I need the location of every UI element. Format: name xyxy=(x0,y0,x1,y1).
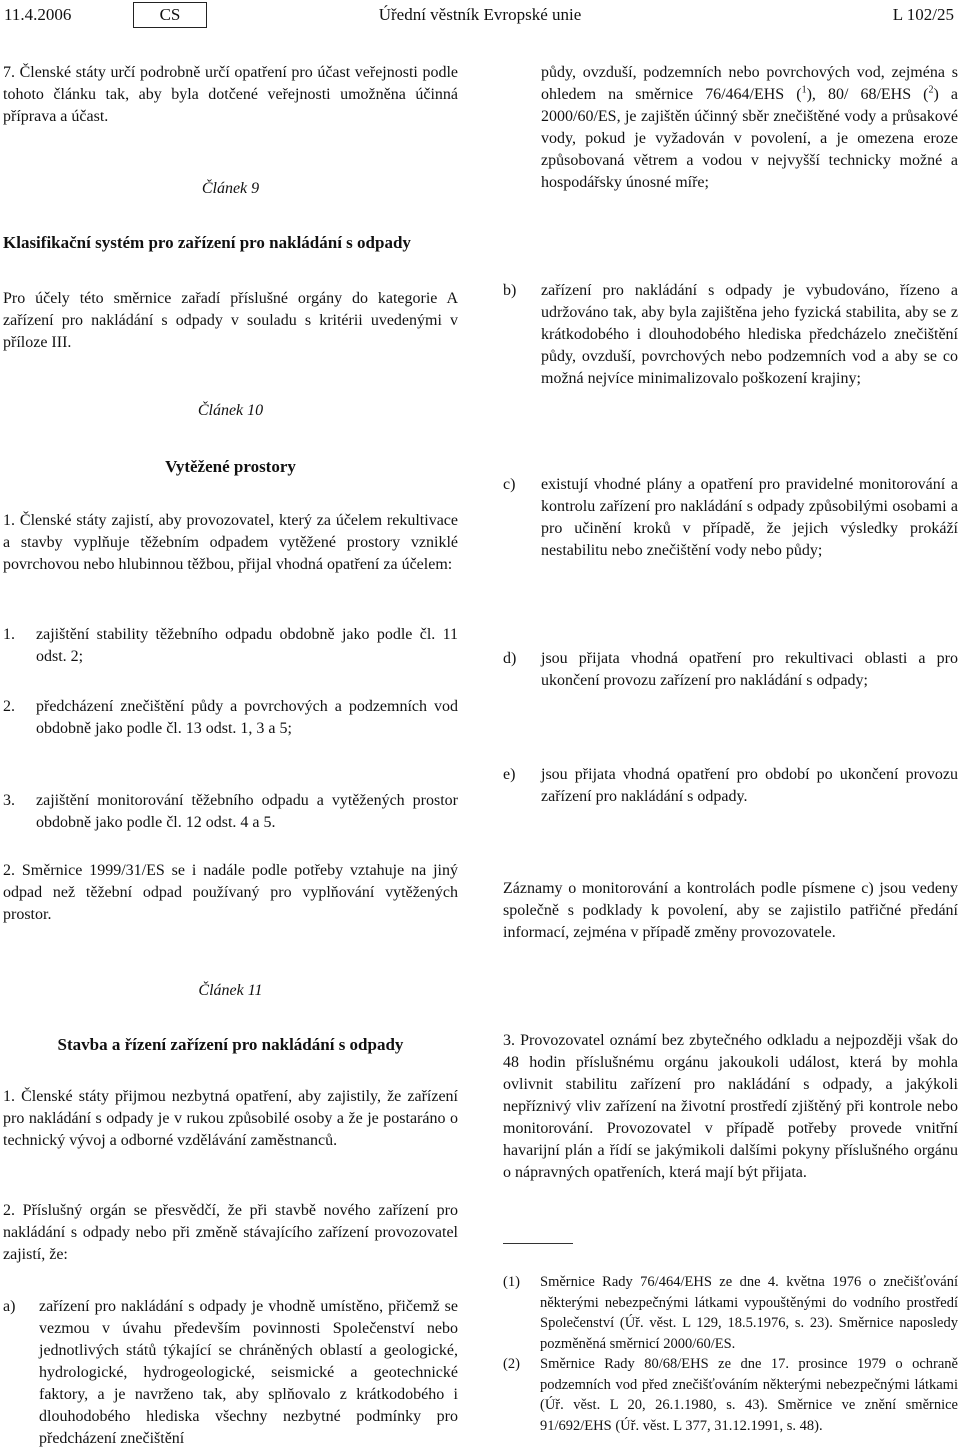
footnote-2 xyxy=(503,1354,958,1436)
item-a-continuation: půdy, ovzduší, podzemních nebo povrchových vod, zejména s ohledem na směrnice 76/464/EHS ($^1$), 80/ 68/EHS ($^2$) a 2000/60/ES, je zajištěn účinný sběr znečištěné vody a průsakové vody, pokud je vyžadován v povolení, a je omezena eroze způsobovaná větrem a vodou v nejvyšší technicky možné a hospodářsky únosné míře; xyxy=(541,64,958,191)
list-item-text: zařízení pro nakládání s odpady je vhodně umístěno, přičemž se vezmou v úvahu především povinnosti Společenství nebo jednotlivých států týkající se chráněných oblastí a geologické, hydrologické, hydrogeologické, seismické a geotechnické faktory, a je navrženo tak, aby splňovalo z krátkodobého i dlouhodobého hlediska všechny nezbytné podmínky pro předcházení znečištění xyxy=(39,1298,458,1447)
list-item-label: d) xyxy=(503,650,517,667)
paragraph-7: 7. Členské státy určí podrobně určí opatření pro účast veřejnosti podle tohoto článku tak, aby byla dotčené veřejnosti umožněna účinná příprava a účast. xyxy=(3,64,458,125)
footnote-ref-1[interactable]: 1 xyxy=(801,84,807,96)
footnote-separator xyxy=(503,1243,573,1244)
footnote-ref-2[interactable]: 2 xyxy=(928,84,934,96)
page-number: L 102/25 xyxy=(892,5,954,24)
article-11-title: Stavba a řízení zařízení pro nakládání s odpady xyxy=(57,1035,404,1054)
list-item-label: a) xyxy=(3,1298,16,1315)
page-header xyxy=(0,0,960,30)
article-9-title: Klasifikační systém pro zařízení pro nakládání s odpady xyxy=(3,233,411,252)
list-item-label: e) xyxy=(503,766,516,783)
article-11-label: Článek 11 xyxy=(198,982,263,999)
footnote-1 xyxy=(503,1272,958,1354)
footnote-text: Směrnice Rady 80/68/EHS ze dne 17. prosince 1979 o ochraně podzemních vod před znečišťováním některými nebezpečnými látkami (Úř. věst. L 20, 26.1.1980, s. 43). Směrnice ve znění směrnice 91/692/EHS (Úř. věst. L 377, 31.12.1991, s. 48). xyxy=(540,1356,958,1434)
language-badge: CS xyxy=(133,2,207,28)
list-item-label: 3. xyxy=(3,792,15,809)
list-item xyxy=(503,280,958,390)
list-item-text: zajištění stability těžebního odpadu obdobně jako podle čl. 11 odst. 2; xyxy=(36,626,458,665)
article-11-paragraph-2: 2. Příslušný orgán se přesvědčí, že při stavbě nového zařízení pro nakládání s odpady nebo při změně stávajícího zařízení provozovatel zajistí, že: xyxy=(3,1202,458,1263)
article-10-paragraph-1: 1. Členské státy zajistí, aby provozovatel, který za účelem rekultivace a stavby vyplňuje těžebním odpadem vytěžené prostory vzniklé povrchovou nebo hlubinnou těžbou, přijal vhodná opatření za účelem: xyxy=(3,512,458,573)
list-item xyxy=(503,764,958,808)
records-paragraph: Záznamy o monitorování a kontrolách podle písmene c) jsou vedeny společně s podklady k povolení, aby se zajistilo patřičné předání informací, zejména v případě změny provozovatele. xyxy=(503,880,958,941)
list-item xyxy=(3,624,458,668)
article-10-title: Vytěžené prostory xyxy=(165,457,296,476)
publication-date: 11.4.2006 xyxy=(4,5,72,24)
article-10-paragraph-2: 2. Směrnice 1999/31/ES se i nadále podle potřeby vztahuje na jiný odpad než těžební odpad používaný pro vyplňování vytěžených prostor. xyxy=(3,862,458,923)
list-item xyxy=(3,790,458,834)
article-9-text: Pro účely této směrnice zařadí příslušné orgány do kategorie A zařízení pro nakládání s odpady v souladu s kritérii uvedenými v příloze III. xyxy=(3,290,458,351)
list-item-text: zařízení pro nakládání s odpady je vybudováno, řízeno a udržováno tak, aby byla zajištěna jeho fyzická stabilita, aby se z krátkodobého i dlouhodobého hlediska předcházelo znečištění půdy, ovzduší, povrchových nebo podzemních vod a aby se co možná nejvíce minimalizovalo poškození krajiny; xyxy=(541,282,958,387)
list-item xyxy=(503,474,958,562)
journal-title: Úřední věstník Evropské unie xyxy=(378,5,582,24)
list-item-text: jsou přijata vhodná opatření pro rekultivaci oblasti a pro ukončení provozu zařízení pro nakládání s odpady; xyxy=(541,650,958,689)
list-item-label: 1. xyxy=(3,626,15,643)
list-item-label: b) xyxy=(503,282,517,299)
list-item xyxy=(3,1296,458,1450)
list-item-label: c) xyxy=(503,476,516,493)
list-item-text: předcházení znečištění půdy a povrchových a podzemních vod obdobně jako podle čl. 13 odst. 1, 3 a 5; xyxy=(36,698,458,737)
list-item-text: zajištění monitorování těžebního odpadu a vytěžených prostor obdobně jako podle čl. 12 odst. 4 a 5. xyxy=(36,792,458,831)
article-10-label: Článek 10 xyxy=(197,402,264,419)
footnote-text: Směrnice Rady 76/464/EHS ze dne 4. května 1976 o znečišťování některými nebezpečnými látkami vypouštěnými do vodního prostředí Společenství (Úř. věst. L 129, 18.5.1976, s. 23). Směrnice naposledy pozměněná směrnicí 2000/60/ES. xyxy=(540,1274,958,1352)
article-11-paragraph-3: 3. Provozovatel oznámí bez zbytečného odkladu a nejpozději však do 48 hodin příslušnému orgánu jakoukoli událost, která by mohla ovlivnit stabilitu zařízení pro nakládání s odpady, a jakýkoli nepříznivý vliv zařízení na životní prostředí zjištěný při kontrole nebo monitorování. Provozovatel v případě potřeby provede vnitřní havarijní plán a řídí se jakýmikoli dalšími pokyny příslušného orgánu o nápravných opatřeních, která mají být přijata. xyxy=(503,1032,958,1181)
footnote-label: (2) xyxy=(503,1356,520,1372)
list-item xyxy=(3,696,458,740)
list-item-text: existují vhodné plány a opatření pro pravidelné monitorování a kontrolu zařízení pro nakládání s odpady způsobilými osobami a pro učinění kroků v případě, že jejich výsledky prokáží nestabilitu nebo znečištění vody nebo půdy; xyxy=(541,476,958,559)
list-item xyxy=(503,648,958,692)
list-item-label: 2. xyxy=(3,698,15,715)
article-11-paragraph-1: 1. Členské státy přijmou nezbytná opatření, aby zajistily, že zařízení pro nakládání s odpady je v rukou způsobilé osoby a že je postaráno o technický vývoj a odborné vzdělávání zaměstnanců. xyxy=(3,1088,458,1149)
footnote-label: (1) xyxy=(503,1274,520,1290)
article-9-label: Článek 9 xyxy=(201,180,260,197)
list-item-text: jsou přijata vhodná opatření pro období po ukončení provozu zařízení pro nakládání s odpady. xyxy=(541,766,958,805)
